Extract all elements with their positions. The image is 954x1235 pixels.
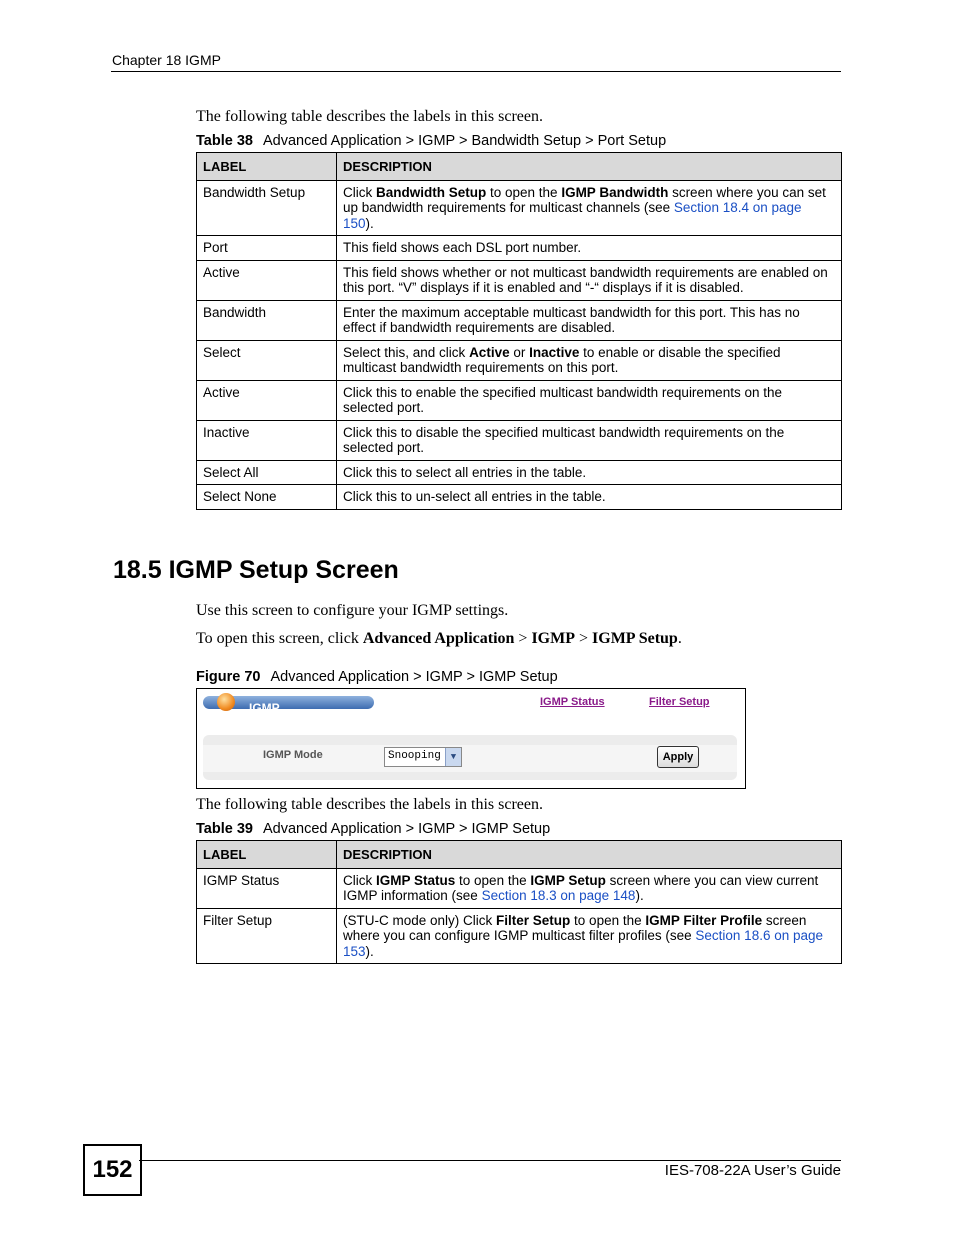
- row-label: Active: [197, 380, 337, 420]
- table-row: [197, 908, 842, 964]
- row-description: Select this, and click Active or Inactive to enable or disable the specified multicast bandwidth requirements on this port.: [337, 340, 842, 380]
- row-description: Click this to disable the specified multicast bandwidth requirements on the selected port.: [337, 420, 842, 460]
- row-label: Inactive: [197, 420, 337, 460]
- table39-caption-number: Table 39: [196, 821, 253, 837]
- table-row: [197, 236, 842, 261]
- row-description: Click IGMP Status to open the IGMP Setup screen where you can view current IGMP information (see Section 18.3 on page 148).: [337, 868, 842, 908]
- section-heading: 18.5 IGMP Setup Screen: [113, 556, 399, 584]
- column-header-description: DESCRIPTION: [337, 153, 842, 181]
- row-label: IGMP Status: [197, 868, 337, 908]
- page-number: 152: [83, 1144, 142, 1196]
- column-header-description: DESCRIPTION: [337, 841, 842, 869]
- table38: [196, 152, 842, 510]
- row-label: Bandwidth: [197, 300, 337, 340]
- figure70-caption: [196, 669, 558, 685]
- row-description: This field shows each DSL port number.: [337, 236, 842, 261]
- row-description: (STU-C mode only) Click Filter Setup to open the IGMP Filter Profile screen where you can configure IGMP multicast filter profiles (see Section 18.6 on page 153).: [337, 908, 842, 964]
- table38-caption-text: Advanced Application > IGMP > Bandwidth Setup > Port Setup: [262, 133, 667, 149]
- filter-setup-link[interactable]: Filter Setup: [649, 696, 710, 708]
- apply-button[interactable]: Apply: [657, 746, 699, 768]
- table-row: [197, 460, 842, 485]
- section-paragraph: Use this screen to configure your IGMP settings.: [196, 602, 509, 619]
- row-description: This field shows whether or not multicast bandwidth requirements are enabled on this port. “V” displays if it is enabled and “-“ displays if it is disabled.: [337, 260, 842, 300]
- igmp-mode-value: Snooping: [388, 750, 441, 762]
- orb-icon: [217, 693, 235, 711]
- table-row: [197, 868, 842, 908]
- table38-caption-number: Table 38: [196, 133, 253, 149]
- navigation-paragraph: To open this screen, click Advanced Application > IGMP > IGMP Setup.: [196, 630, 682, 647]
- row-label: Select: [197, 340, 337, 380]
- row-description: Click this to enable the specified multicast bandwidth requirements on the selected port.: [337, 380, 842, 420]
- footer-rule: [139, 1160, 841, 1161]
- column-header-label: LABEL: [197, 841, 337, 869]
- table-row: [197, 180, 842, 236]
- table-row: [197, 260, 842, 300]
- row-description: Enter the maximum acceptable multicast bandwidth for this port. This has no effect if bandwidth requirements are disabled.: [337, 300, 842, 340]
- igmp-setup-screenshot: [196, 688, 746, 789]
- section-link[interactable]: Section 18.4 on page 150: [343, 200, 802, 231]
- table39: [196, 840, 842, 964]
- table-row: [197, 340, 842, 380]
- row-label: Select None: [197, 485, 337, 510]
- table-row: [197, 420, 842, 460]
- igmp-mode-label: IGMP Mode: [263, 749, 323, 761]
- intro-paragraph: The following table describes the labels in this screen.: [196, 108, 544, 125]
- table-header-row: [197, 841, 842, 869]
- screen-title: IGMP: [249, 701, 280, 715]
- table-row: [197, 300, 842, 340]
- table39-caption-text: Advanced Application > IGMP > IGMP Setup: [262, 821, 551, 837]
- table-row: [197, 380, 842, 420]
- igmp-mode-select[interactable]: [384, 747, 462, 767]
- table-row: [197, 485, 842, 510]
- row-label: Active: [197, 260, 337, 300]
- table-header-row: [197, 153, 842, 181]
- row-description: Click Bandwidth Setup to open the IGMP Bandwidth screen where you can set up bandwidth requirements for multicast channels (see Section 18.4 on page 150).: [337, 180, 842, 236]
- guide-title: IES-708-22A User’s Guide: [664, 1162, 841, 1179]
- table39-caption: [196, 821, 550, 837]
- intro-paragraph: The following table describes the labels in this screen.: [196, 796, 544, 813]
- row-description: Click this to select all entries in the table.: [337, 460, 842, 485]
- column-header-label: LABEL: [197, 153, 337, 181]
- header-rule: [111, 71, 841, 72]
- figure70-caption-number: Figure 70: [196, 669, 261, 685]
- chevron-down-icon[interactable]: ▼: [445, 748, 461, 766]
- figure70-caption-text: Advanced Application > IGMP > IGMP Setup: [270, 669, 558, 685]
- row-label: Bandwidth Setup: [197, 180, 337, 236]
- table38-caption: [196, 133, 666, 149]
- igmp-status-link[interactable]: IGMP Status: [540, 696, 605, 708]
- row-description: Click this to un-select all entries in the table.: [337, 485, 842, 510]
- settings-panel: [203, 735, 737, 780]
- row-label: Filter Setup: [197, 908, 337, 964]
- section-link[interactable]: Section 18.3 on page 148: [481, 888, 636, 903]
- row-label: Port: [197, 236, 337, 261]
- running-header: Chapter 18 IGMP: [112, 52, 221, 68]
- section-link[interactable]: Section 18.6 on page 153: [343, 928, 824, 959]
- row-label: Select All: [197, 460, 337, 485]
